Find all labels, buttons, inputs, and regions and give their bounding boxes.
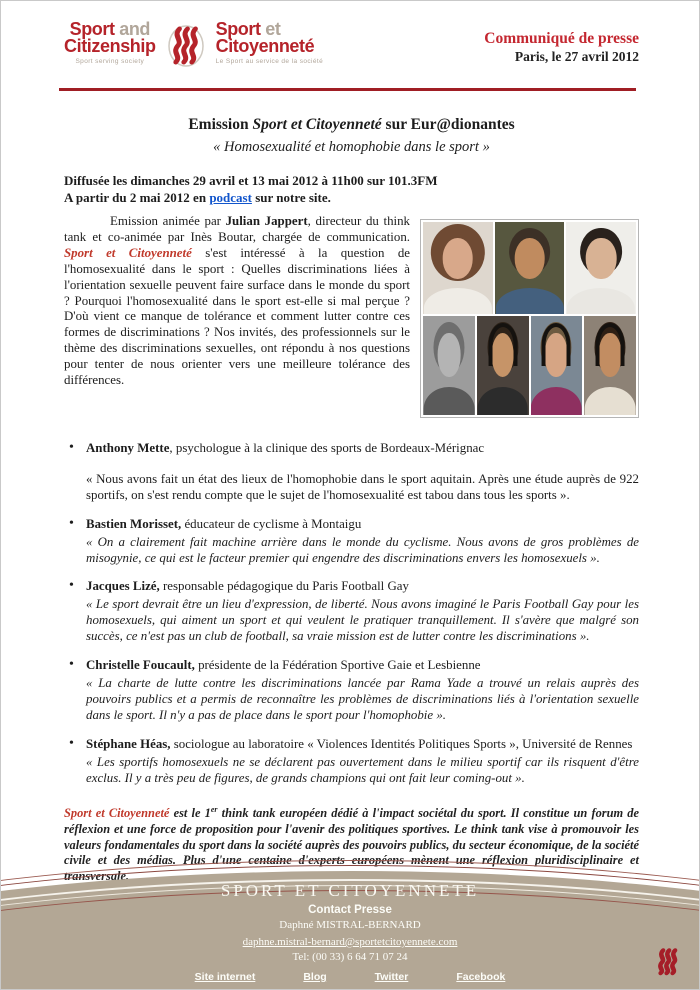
guest-item-3	[64, 579, 639, 645]
footer-phone: Tel: (00 33) 6 64 71 07 24	[292, 951, 408, 963]
guest-item-5	[64, 737, 639, 787]
guest-name-line: • Stéphane Héas, sociologue au laboratoire « Violences Identités Politiques Sports », Université de Rennes	[86, 736, 633, 751]
about-paragraph: Sport et Citoyenneté est le 1er think tank européen dédié à l'impact sociétal du sport. Il constitue un forum de réflexion et une force de proposition pour l'avenir des politiques sportives. Le think tank vise à promouvoir les valeurs fondamentales du sport dans la société auprès des pouvoirs publics, du secteur économique, de la société civile et des médias. Plus d'une centaine d'experts européens mènent une réflexion pluridisciplinaire et transversale.	[64, 805, 640, 883]
photo-row-top	[423, 222, 636, 314]
logo-sport-et-citoyennete: Sport et Citoyenneté Le Sport au service de la société	[215, 19, 324, 65]
footer	[1, 859, 699, 989]
guest-name-line: • Anthony Mette, psychologue à la clinique des sports de Bordeaux-Mérignac	[86, 441, 485, 455]
header-right	[484, 29, 639, 66]
footer-org-name: SPORT ET CITOYENNETE	[220, 881, 480, 900]
header-divider	[59, 88, 636, 91]
footer-link-site[interactable]: Site internet	[194, 971, 256, 983]
guest-photo-3	[566, 222, 636, 314]
logo-left-tagline: Sport serving society	[75, 58, 145, 65]
broadcast-line2: A partir du 2 mai 2012 en podcast sur notre site.	[64, 190, 331, 205]
guest-quote: « Nous avons fait un état des lieux de l'homophobie dans le sport aquitain. Après une étude auprès de 922 sportifs, on s'est rendu compte que le sujet de l'homosexualité est tabou dans tous les sports ».	[86, 471, 639, 502]
guest-item-4	[64, 658, 639, 724]
brand-mention: Sport et Citoyenneté	[64, 806, 170, 821]
page-title: Emission Sport et Citoyenneté sur Eur@dionantes	[188, 116, 515, 133]
guest-photo-5	[477, 316, 529, 415]
guest-quote: « La charte de lutte contre les discriminations lancée par Rama Yade a trouvé un relais auprès des pouvoirs publics et a permis de reconnaître les problèmes de discriminations liés à l'orientation sexuelle dans le sport. Il n'y a pas de place dans le sport pour l'homophobie ».	[86, 675, 639, 722]
footer-email-link[interactable]: daphne.mistral-bernard@sportetcitoyennete.com	[242, 936, 458, 948]
guest-photo-1	[423, 222, 493, 314]
logos	[64, 21, 323, 76]
broadcast-info	[64, 172, 639, 206]
guest-quote: « On a clairement fait machine arrière dans le monde du cyclisme. Nous avons de gros problèmes de misogynie, ce qui est le facteur premier qui engendre des discriminations envers les homosexuels ».	[86, 534, 639, 565]
guest-photo-6	[531, 316, 583, 415]
guest-name-line: • Bastien Morisset, éducateur de cyclisme à Montaigu	[86, 516, 362, 531]
guest-photo-2	[495, 222, 565, 314]
footer-links	[1, 971, 699, 983]
footer-contact-label: Contact Presse	[308, 904, 392, 916]
doc-type: Communiqué de presse	[484, 30, 639, 47]
footer-content	[1, 859, 699, 983]
footer-link-blog[interactable]: Blog	[303, 971, 327, 983]
intro-paragraph: Emission animée par Julian Jappert, directeur du think tank et co-animée par Inès Boutar, chargée de communication. Sport et Citoyenneté s'est intéressé à la question de l'homosexualité dans le sport : Quelles discriminations liées à l'orientation sexuelle peuvent faire surface dans le monde du sport ? Pourquoi l'homosexualité dans le sport est-elle si mal perçue ? D'où vient ce manque de tolérance et comment lutter contre ces formes de discriminations ? Nos invités, des professionnels sur le thème des discriminations sexuelles, ont répondu à nos questions pour tenter de nous orienter vers une meilleure tolérance des différences.	[64, 214, 411, 388]
guest-name-line: • Jacques Lizé, responsable pédagogique du Paris Football Gay	[86, 579, 409, 594]
photo-row-bottom	[423, 316, 636, 415]
page-subtitle: « Homosexualité et homophobie dans le sport »	[213, 139, 490, 155]
guest-list	[64, 424, 639, 786]
footer-contact-name: Daphné MISTRAL-BERNARD	[279, 919, 421, 931]
guest-quote: « Les sportifs homosexuels ne se déclarent pas ouvertement dans le milieu sportif car ils risquent d'être exclus. Il y a très peu de figures, de grands champions qui ont fait leur coming-out ».	[86, 754, 639, 785]
podcast-link[interactable]: podcast	[209, 190, 252, 205]
footer-link-facebook[interactable]: Facebook	[456, 971, 506, 983]
logo-right-tagline: Le Sport au service de la société	[215, 58, 324, 65]
guest-quote: « Le sport devrait être un lieu d'expression, de liberté. Nous avons imaginé le Paris Football Gay pour les homosexuels, qui aiment un sport et qui veulent le pratiquer tranquillement. Il s'avère que malgré son succès, ce n'est pas un club de football, sa vraie mission est de lutter contre les discriminations ».	[86, 597, 639, 644]
header	[64, 21, 639, 76]
host-name: Julian Jappert	[225, 214, 308, 228]
brand-mention: Sport et Citoyenneté	[64, 245, 192, 260]
guest-item-2	[64, 517, 639, 567]
guest-photo-collage	[420, 219, 639, 418]
wave-logo-icon	[166, 23, 206, 76]
footer-wave-icon	[655, 946, 681, 981]
guest-name-line: • Christelle Foucault, présidente de la Fédération Sportive Gaie et Lesbienne	[86, 658, 481, 673]
guest-item-1	[64, 441, 639, 504]
guest-photo-4	[423, 316, 475, 415]
footer-link-twitter[interactable]: Twitter	[374, 971, 409, 983]
logo-sport-and-citizenship: Sport and Citizenship Sport serving society	[64, 19, 156, 65]
dateline: Paris, le 27 avril 2012	[514, 49, 639, 64]
main-section	[64, 214, 639, 885]
guest-photo-7	[584, 316, 636, 415]
title-block	[64, 115, 639, 157]
broadcast-line1: Diffusée les dimanches 29 avril et 13 mai 2012 à 11h00 sur 101.3FM	[64, 173, 438, 188]
